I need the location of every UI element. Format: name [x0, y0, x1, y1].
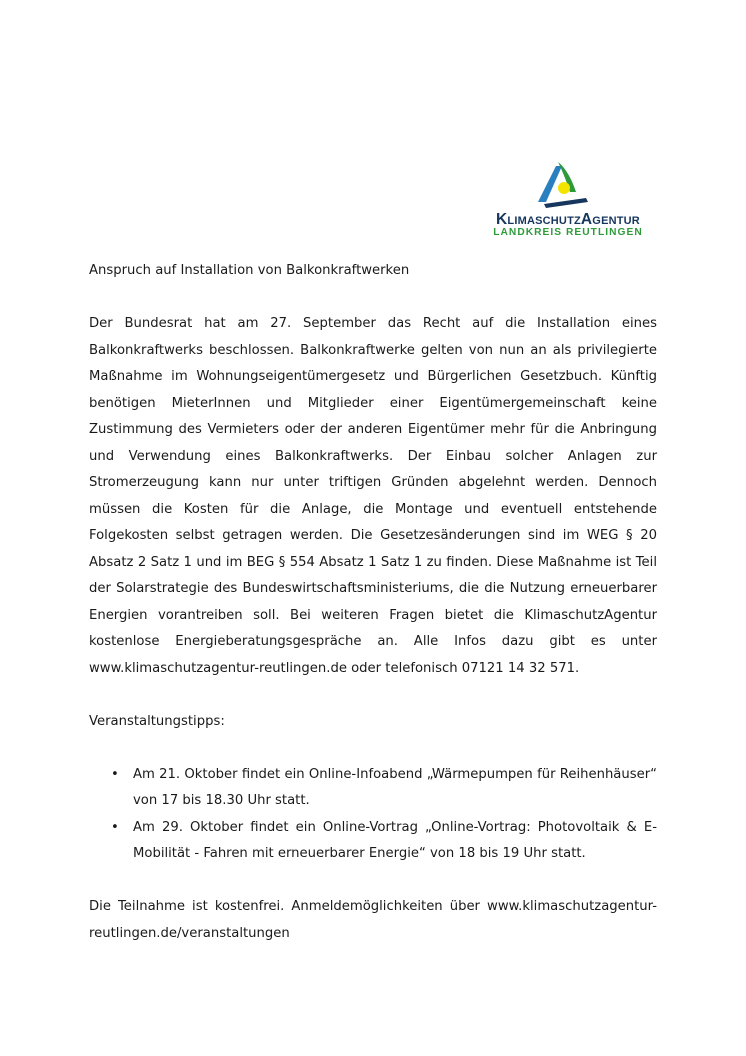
bullet-icon: • [111, 766, 119, 782]
closing-text: Die Teilnahme ist kostenfrei. Anmeldemöglichkeiten über www.klimaschutzagentur-reutlingen.de/veranstaltungen [89, 899, 657, 941]
article-title: Anspruch auf Installation von Balkonkraftwerken [89, 263, 410, 278]
events-heading: Veranstaltungstipps: [89, 713, 225, 729]
event-text: Am 21. Oktober findet ein Online-Infoabend „Wärmepumpen für Reihenhäuser“ von 17 bis 18.30 Uhr statt. [133, 766, 657, 808]
document-content [89, 258, 657, 947]
event-text: Am 29. Oktober findet ein Online-Vortrag „Online-Vortrag: Photovoltaik & E-Mobilität - Fahren mit erneuerbarer Energie“ von 18 bis 19 Uhr statt. [133, 819, 657, 861]
logo-mark-icon [536, 160, 596, 210]
logo-navy-base [544, 198, 588, 208]
bullet-icon: • [111, 819, 119, 835]
logo-subtitle: LANDKREIS REUTLINGEN [493, 227, 643, 238]
list-item [89, 815, 657, 868]
logo-title: KlimaschutzAgentur [496, 211, 640, 228]
events-list [89, 762, 657, 868]
logo-sun [558, 182, 570, 194]
klimaschutzagentur-logo [478, 160, 668, 240]
list-item [89, 762, 657, 815]
logo-blue-swoosh [538, 166, 562, 202]
article-body: Der Bundesrat hat am 27. September das Recht auf die Installation eines Balkonkraftwerks beschlossen. Balkonkraftwerke gelten von nun an als privilegierte Maßnahme im Wohnungseigentümergesetz und Bürgerlichen Gesetzbuch. Künftig benötigen MieterInnen und Mitglieder einer Eigentümergemeinschaft keine Zustimmung des Vermieters oder der anderen Eigentümer mehr für die Anbringung und Verwendung eines Balkonkraftwerks. Der Einbau solcher Anlagen zur Stromerzeugung kann nur unter triftigen Gründen abgelehnt werden. Dennoch müssen die Kosten für die Anlage, die Montage und eventuell entstehende Folgekosten selbst getragen werden. Die Gesetzesänderungen sind im WEG § 20 Absatz 2 Satz 1 und im BEG § 554 Absatz 1 Satz 1 zu finden. Diese Maßnahme ist Teil der Solarstrategie des Bundeswirtschaftsministeriums, die die Nutzung erneuerbarer Energien vorantreiben soll. Bei weiteren Fragen bietet die KlimaschutzAgentur kostenlose Energieberatungsgespräche an. Alle Infos dazu gibt es unter www.klimaschutzagentur-reutlingen.de oder telefonisch 07121 14 32 571. [89, 316, 657, 676]
